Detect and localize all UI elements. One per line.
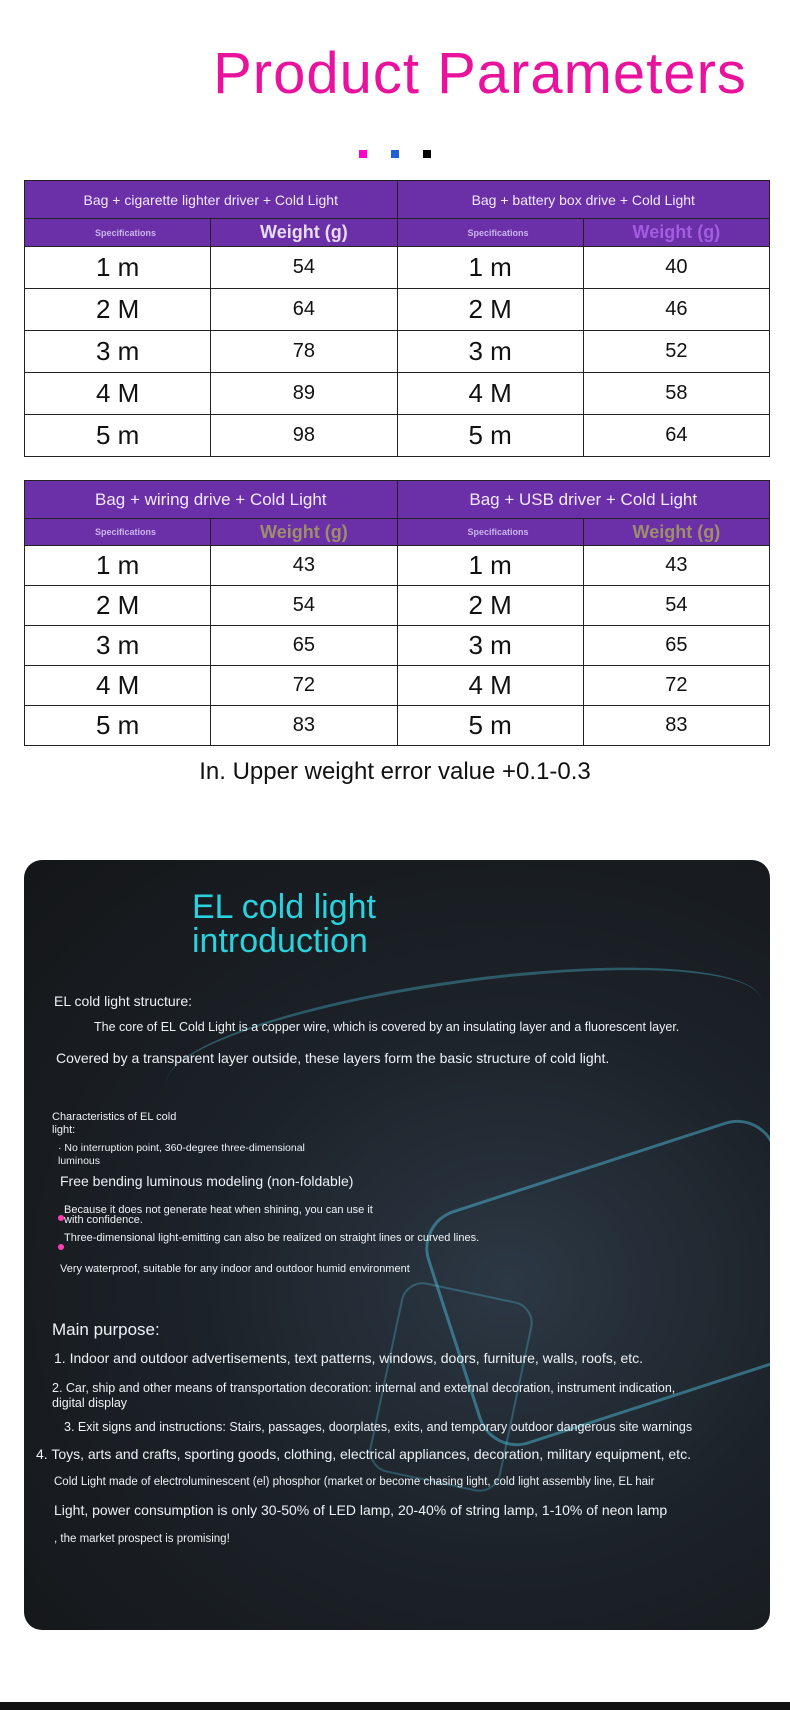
table-row xyxy=(25,706,770,746)
column-header-weight: Weight (g) xyxy=(211,519,397,546)
length-cell: 2 M xyxy=(397,586,583,626)
column-header-spec: Specifications xyxy=(397,219,583,247)
weight-cell: 98 xyxy=(211,415,397,457)
purpose-item: 3. Exit signs and instructions: Stairs, passages, doorplates, exits, and temporary outdoor dangerous site warnings xyxy=(64,1420,693,1434)
length-cell: 3 m xyxy=(397,626,583,666)
table-row xyxy=(25,415,770,457)
weight-cell: 83 xyxy=(211,706,397,746)
summary-text: Cold Light made of electroluminescent (el) phosphor (market or become chasing light, cold light assembly line, EL hair xyxy=(54,1476,655,1488)
length-cell: 1 m xyxy=(397,546,583,586)
characteristic-item: Three-dimensional light-emitting can also be realized on straight lines or curved lines. xyxy=(64,1232,480,1244)
length-cell: 3 m xyxy=(397,331,583,373)
purpose-item: 2. Car, ship and other means of transportation decoration: internal and external decoration, instrument indication, xyxy=(52,1381,676,1395)
characteristic-item: Very waterproof, suitable for any indoor and outdoor humid environment xyxy=(60,1263,410,1275)
light-strip-decoration xyxy=(158,939,769,1144)
weight-cell: 72 xyxy=(583,666,769,706)
column-header-spec: Specifications xyxy=(397,519,583,546)
characteristics-heading: Characteristics of EL cold xyxy=(52,1111,177,1123)
summary-text: , the market prospect is promising! xyxy=(54,1533,230,1545)
table-row xyxy=(25,247,770,289)
purpose-item: digital display xyxy=(52,1396,128,1410)
page-title: Product Parameters xyxy=(213,41,747,106)
structure-text: The core of EL Cold Light is a copper wire, which is covered by an insulating layer and a fluorescent layer. xyxy=(94,1020,680,1034)
characteristic-item: with confidence. xyxy=(64,1214,143,1226)
weight-cell: 52 xyxy=(583,331,769,373)
characteristics-heading: light: xyxy=(52,1124,76,1136)
intro-title-line: EL cold light xyxy=(192,888,376,926)
structure-text: Covered by a transparent layer outside, these layers form the basic structure of cold light. xyxy=(56,1050,610,1066)
table-row xyxy=(25,626,770,666)
weight-cell: 58 xyxy=(583,373,769,415)
weight-cell: 65 xyxy=(211,626,397,666)
table-header: Bag + cigarette lighter driver + Cold Light xyxy=(25,181,398,219)
table-row xyxy=(25,289,770,331)
length-cell: 4 M xyxy=(25,373,211,415)
dot-indicator[interactable] xyxy=(359,150,367,158)
dot-indicator[interactable] xyxy=(391,150,399,158)
weight-cell: 64 xyxy=(583,415,769,457)
length-cell: 5 m xyxy=(25,415,211,457)
characteristic-item: Because it does not generate heat when shining, you can use it xyxy=(64,1204,373,1216)
dot-indicator[interactable] xyxy=(423,150,431,158)
weight-cell: 83 xyxy=(583,706,769,746)
column-header-spec: Specifications xyxy=(25,519,211,546)
weight-cell: 46 xyxy=(583,289,769,331)
weight-cell: 78 xyxy=(211,331,397,373)
length-cell: 1 m xyxy=(397,247,583,289)
length-cell: 5 m xyxy=(25,706,211,746)
length-cell: 5 m xyxy=(397,706,583,746)
table-row xyxy=(25,546,770,586)
table-header: Bag + battery box drive + Cold Light xyxy=(397,181,770,219)
weight-cell: 43 xyxy=(583,546,769,586)
length-cell: 5 m xyxy=(397,415,583,457)
purpose-heading: Main purpose: xyxy=(52,1320,160,1339)
column-header-weight: Weight (g) xyxy=(211,219,397,247)
weight-table-1 xyxy=(24,180,770,457)
characteristic-item: Free bending luminous modeling (non-foldable) xyxy=(60,1173,354,1189)
length-cell: 2 M xyxy=(25,586,211,626)
intro-title-line: introduction xyxy=(192,922,368,960)
table-header: Bag + USB driver + Cold Light xyxy=(397,481,770,519)
bottom-bar xyxy=(0,1702,790,1710)
intro-title xyxy=(192,890,376,958)
length-cell: 1 m xyxy=(25,247,211,289)
characteristic-item: · No interruption point, 360-degree three-dimensional xyxy=(58,1142,305,1154)
table-row xyxy=(25,373,770,415)
weight-cell: 54 xyxy=(211,586,397,626)
weight-cell: 72 xyxy=(211,666,397,706)
structure-heading: EL cold light structure: xyxy=(54,993,192,1009)
weight-table-2 xyxy=(24,480,770,746)
length-cell: 4 M xyxy=(25,666,211,706)
purpose-item: 4. Toys, arts and crafts, sporting goods, clothing, electrical appliances, decoration, military equipment, etc. xyxy=(36,1446,691,1462)
length-cell: 2 M xyxy=(25,289,211,331)
weight-cell: 43 xyxy=(211,546,397,586)
carousel-dots xyxy=(0,145,790,163)
weight-cell: 40 xyxy=(583,247,769,289)
purpose-item: 1. Indoor and outdoor advertisements, text patterns, windows, doors, furniture, walls, roofs, etc. xyxy=(54,1350,644,1366)
weight-cell: 64 xyxy=(211,289,397,331)
weight-cell: 89 xyxy=(211,373,397,415)
length-cell: 1 m xyxy=(25,546,211,586)
table-header: Bag + wiring drive + Cold Light xyxy=(25,481,398,519)
weight-cell: 65 xyxy=(583,626,769,666)
length-cell: 3 m xyxy=(25,626,211,666)
column-header-spec: Specifications xyxy=(25,219,211,247)
summary-text: Light, power consumption is only 30-50% of LED lamp, 20-40% of string lamp, 1-10% of neon lamp xyxy=(54,1502,668,1518)
length-cell: 3 m xyxy=(25,331,211,373)
table-row xyxy=(25,331,770,373)
weight-cell: 54 xyxy=(583,586,769,626)
intro-panel xyxy=(24,860,770,1630)
weight-error-note: In. Upper weight error value +0.1-0.3 xyxy=(199,758,591,785)
weight-cell: 54 xyxy=(211,247,397,289)
column-header-weight: Weight (g) xyxy=(583,219,769,247)
length-cell: 4 M xyxy=(397,373,583,415)
length-cell: 4 M xyxy=(397,666,583,706)
characteristic-item: luminous xyxy=(58,1155,101,1167)
table-row xyxy=(25,666,770,706)
table-row xyxy=(25,586,770,626)
bullet-icon xyxy=(58,1244,64,1250)
column-header-weight: Weight (g) xyxy=(583,519,769,546)
length-cell: 2 M xyxy=(397,289,583,331)
